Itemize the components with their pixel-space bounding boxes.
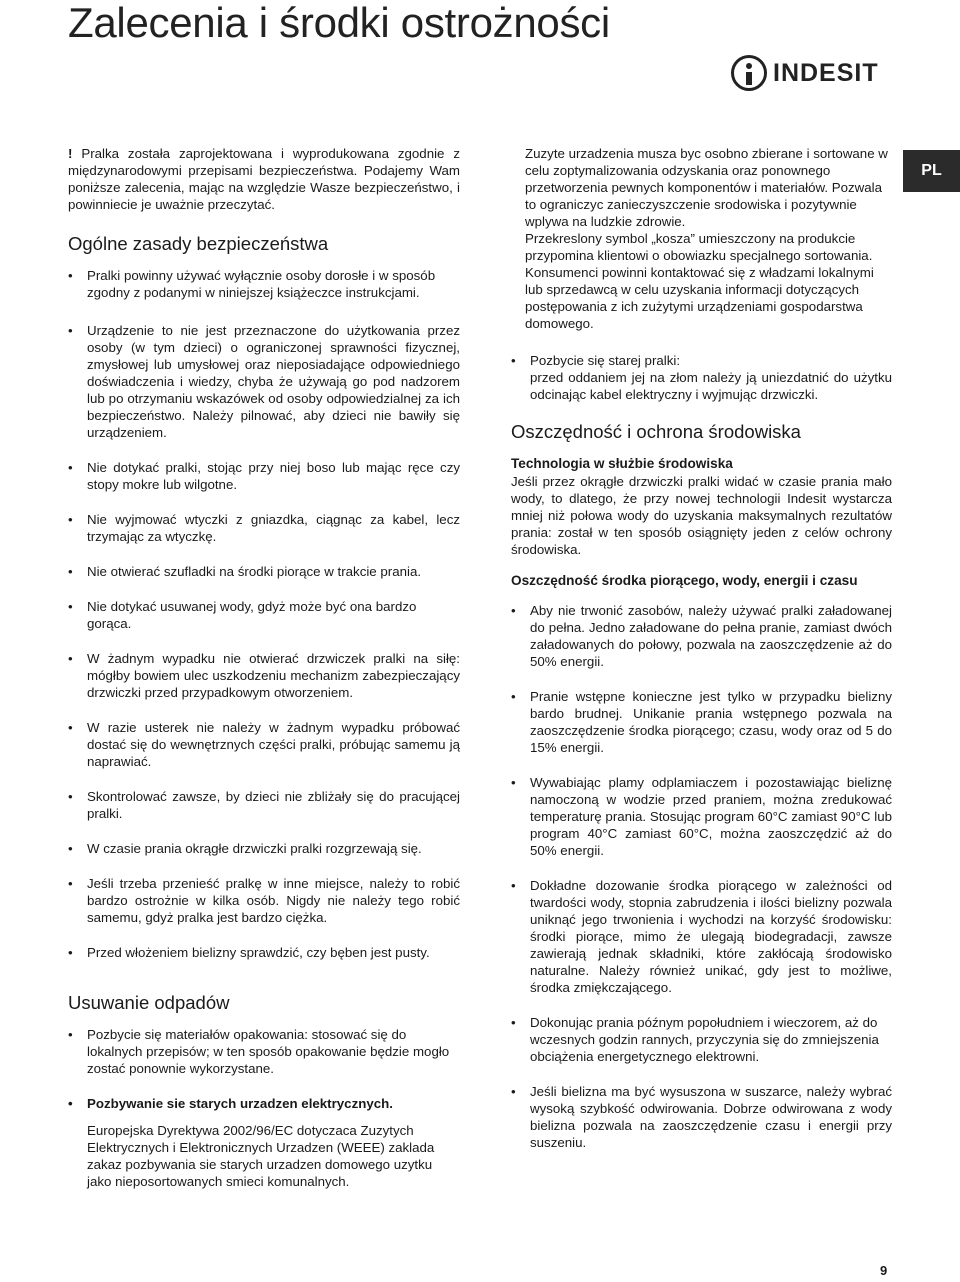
weee-directive: Europejska Dyrektywa 2002/96/EC dotyczaca Zuzytych Elektrycznych i Elektronicznych Urzadzen (WEEE) zaklada zakaz pozbywania sie starych urzadzen domowego uzytku jako nieposortowanych smieci komunalnych. <box>87 1123 435 1189</box>
weee-contact: Konsumenci powinni kontaktować się z władzami lokalnymi lub sprzedawcą w celu uzyskania informacji dotyczących postępowania z ich zużytymi urządzeniami gospodarstwa domowego. <box>525 265 874 331</box>
list-item: • Skontrolować zawsze, by dzieci nie zbliżały się do pracującej pralki. <box>68 788 460 822</box>
list-item: • Urządzenie to nie jest przeznaczone do użytkowania przez osoby (w tym dzieci) o ograniczonej sprawności fizycznej, zmysłowej lub umysłowej oraz nieposiadające odpowiedniego doświadczenia i wiedzy, chyba że używają go pod nadzorem lub po otrzymaniu wskazówek od osoby odpowiedzialnej za ich bezpieczeństwo. Należy pilnować, aby dzieci nie bawiły się urządzeniem. <box>68 322 460 441</box>
tech-heading: Technologia w służbie środowiska <box>511 456 733 471</box>
eco-list <box>511 602 892 1151</box>
list-item: • Nie otwierać szufladki na środki piorące w trakcie prania. <box>68 563 460 580</box>
list-item: • Wywabiając plamy odplamiaczem i pozostawiając bieliznę namoczoną w wodzie przed praniem, można zredukować temperaturę prania. Stosując program 60°C zamiast 90°C lub program 40°C zamiast 60°C, można zaoszczędzić aż do 50% energii. <box>511 774 892 859</box>
disposal-heading: Usuwanie odpadów <box>68 992 230 1013</box>
list-item: • Nie dotykać usuwanej wody, gdyż może być ona bardzo gorąca. <box>68 598 460 632</box>
page-title: Zalecenia i środki ostrożności <box>68 0 610 46</box>
brand-logo <box>731 54 896 92</box>
indesit-logo-icon <box>731 55 767 91</box>
list-item: • Pranie wstępne konieczne jest tylko w przypadku bielizny bardo brudnej. Unikanie prania wstępnego pozwala na zaoszczędzenie środka piorącego; czasu, wody oraz od 5 do 15% energii. <box>511 688 892 756</box>
page-number: 9 <box>880 1263 888 1278</box>
old-machine-text: przed oddaniem jej na złom należy ją uniezdatnić do użytku odcinając kabel elektryczny i wyjmując drzwiczki. <box>530 370 892 402</box>
list-item: • W razie usterek nie należy w żadnym wypadku próbować dostać się do wewnętrznych części pralki, próbując samemu ją naprawiać. <box>68 719 460 770</box>
language-tab: PL <box>903 150 960 192</box>
list-item: • W żadnym wypadku nie otwierać drzwiczek pralki na siłę: mógłby bowiem ulec uszkodzeniu mechanizm zabezpieczający drzwiczki przed przypadkowym otworzeniem. <box>68 650 460 701</box>
list-item: • Pralki powinny używać wyłącznie osoby dorosłe i w sposób zgodny z podanymi w niniejszej książeczce instrukcjami. <box>68 267 460 301</box>
left-column <box>68 145 460 1190</box>
list-item: • Dokonując prania późnym popołudniem i wieczorem, aż do wczesnych godzin rannych, przyczynia się do zmniejszenia obciążenia energetycznego elektrowni. <box>511 1014 892 1065</box>
old-machine-label: Pozbycie się starej pralki: <box>530 353 681 368</box>
general-safety-list <box>68 267 460 961</box>
right-column <box>511 145 892 1151</box>
list-item: • Jeśli bielizna ma być wysuszona w suszarce, należy wybrać wysoką szybkość odwirowania. Dobrze odwirowana z wody bielizna pozwala na zaoszczędzenie czasu i energii przy suszeniu. <box>511 1083 892 1151</box>
eco-heading: Oszczędność i ochrona środowiska <box>511 421 801 442</box>
general-safety-heading: Ogólne zasady bezpieczeństwa <box>68 233 329 254</box>
list-item: • Pozbywanie sie starych urzadzen elektrycznych. <box>68 1095 460 1112</box>
intro-paragraph <box>68 145 460 213</box>
intro-text: Pralka została zaprojektowana i wyprodukowana zgodnie z międzynarodowymi przepisami bezpieczeństwa. Podajemy Wam poniższe zalecenia, mając na względzie Wasze bezpieczeństwo, i powinniecie je uważnie przeczytać. <box>68 146 460 212</box>
list-item: • Aby nie trwonić zasobów, należy używać pralki załadowanej do pełna. Jedno załadowane do pełna pranie, zamiast dwóch załadowanych do połowy, pozwala na zaoszczędzenie aż do 50% energii. <box>511 602 892 670</box>
list-item <box>511 352 892 403</box>
brand-name: INDESIT <box>773 58 879 87</box>
disposal-list <box>68 1026 460 1112</box>
list-item: • Nie wyjmować wtyczki z gniazdka, ciągnąc za kabel, lecz trzymając za wtyczkę. <box>68 511 460 545</box>
old-machine-list <box>511 352 892 403</box>
list-item: • Przed włożeniem bielizny sprawdzić, czy bęben jest pusty. <box>68 944 460 961</box>
tech-text: Jeśli przez okrągłe drzwiczki pralki widać w czasie prania mało wody, to dlatego, że przy nowej technologii Indesit wystarcza mniej niż połowa wody do uzyskania maksymalnych rezultatów prania: został w ten sposób osiągnięty jeden z celów ochrony środowiska. <box>511 474 892 557</box>
list-item: • W czasie prania okrągłe drzwiczki pralki rozgrzewają się. <box>68 840 460 857</box>
warning-mark: ! <box>68 146 73 161</box>
list-item: • Jeśli trzeba przenieść pralkę w inne miejsce, należy to robić bardzo ostrożnie w kilka osób. Nigdy nie należy tego robić samemu, gdyż pralka jest bardzo ciężka. <box>68 875 460 926</box>
save-heading: Oszczędność środka piorącego, wody, energii i czasu <box>511 573 858 588</box>
list-item: • Nie dotykać pralki, stojąc przy niej boso lub mając ręce czy stopy mokre lub wilgotne. <box>68 459 460 493</box>
list-item: • Dokładne dozowanie środka piorącego w zależności od twardości wody, stopnia zabrudzenia i ilości bielizny pozwala uniknąć jego trwonienia i wychodzi na korzyść środowisku: środki piorące, mimo że ulegają biodegradacji, zawsze zawierają jednak składniki, które zakłócają środowisko naturalne. Należy również unikać, gdy jest to możliwe, środka zmiękczającego. <box>511 877 892 996</box>
list-item: • Pozbycie się materiałów opakowania: stosować się do lokalnych przepisów; w ten sposób opakowanie będzie mogło zostać ponownie wykorzystane. <box>68 1026 460 1077</box>
weee-symbol: Przekreslony symbol „kosza” umieszczony na produkcie przypomina klientowi o obowiazku specjalnego sortowania. <box>525 231 873 263</box>
weee-collection: Zuzyte urzadzenia musza byc osobno zbierane i sortowane w celu zoptymalizowania odzyskania oraz ponownego przetworzenia pewnych komponentów i materiałów. Pozwala to ograniczyc zanieczyszczenie srodowiska i pozytywnie wplywa na ludzkie zdrowie. <box>525 146 888 229</box>
